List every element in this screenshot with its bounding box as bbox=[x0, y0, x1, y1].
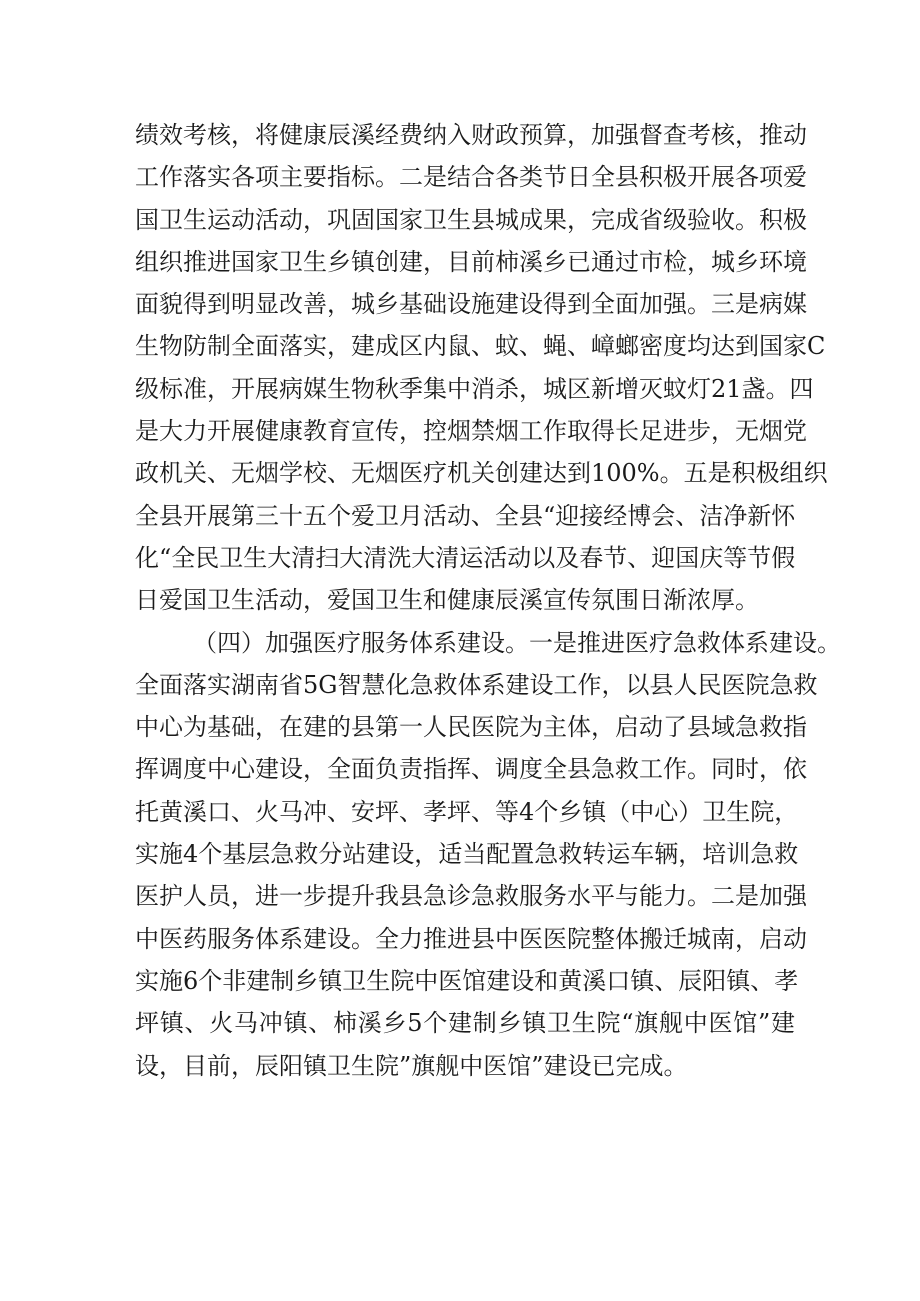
text-line: 挥调度中心建设，全面负责指挥、调度全县急救工作。同时，依 bbox=[135, 755, 807, 784]
text-line: 坪镇、火马冲镇、柿溪乡5个建制乡镇卫生院“旗舰中医馆”建 bbox=[135, 1009, 795, 1038]
text-line: 国卫生运动活动，巩固国家卫生县城成果，完成省级验收。积极 bbox=[135, 205, 807, 234]
text-line: 日爱国卫生活动，爱国卫生和健康辰溪宣传氛围日渐浓厚。 bbox=[135, 586, 759, 615]
text-line: 实施6个非建制乡镇卫生院中医馆建设和黄溪口镇、辰阳镇、孝 bbox=[135, 966, 799, 995]
document-body bbox=[135, 114, 841, 1087]
text-line: 中医药服务体系建设。全力推进县中医医院整体搬迁城南，启动 bbox=[135, 924, 807, 953]
text-line: 实施4个基层急救分站建设，适当配置急救转运车辆，培训急救 bbox=[135, 840, 799, 869]
text-line: 全面落实湖南省5G智慧化急救体系建设工作，以县人民医院急救 bbox=[135, 670, 818, 699]
text-line: 是大力开展健康教育宣传，控烟禁烟工作取得长足进步，无烟党 bbox=[135, 417, 807, 446]
text-line: 全县开展第三十五个爱卫月活动、全县“迎接经博会、洁净新怀 bbox=[135, 501, 796, 530]
text-line: 绩效考核，将健康辰溪经费纳入财政预算，加强督查考核，推动 bbox=[135, 121, 807, 149]
text-line: 组织推进国家卫生乡镇创建，目前柿溪乡已通过市检，城乡环境 bbox=[135, 247, 807, 276]
paragraph-medical-service-system bbox=[135, 622, 841, 1087]
section-heading-line: （四）加强医疗服务体系建设。一是推进医疗急救体系建设。 bbox=[193, 628, 841, 657]
paragraph-patriotic-health bbox=[135, 114, 828, 622]
text-line: 托黄溪口、火马冲、安坪、孝坪、等4个乡镇（中心）卫生院， bbox=[135, 797, 799, 826]
text-line: 政机关、无烟学校、无烟医疗机关创建达到100%。五是积极组织 bbox=[135, 459, 828, 488]
text-line: 面貌得到明显改善，城乡基础设施建设得到全面加强。三是病媒 bbox=[135, 290, 807, 319]
text-line: 生物防制全面落实，建成区内鼠、蚊、蝇、嶂螂密度均达到国家C bbox=[135, 332, 826, 361]
text-line: 工作落实各项主要指标。二是结合各类节日全县积极开展各项爱 bbox=[135, 163, 807, 192]
text-line: 医护人员，进一步提升我县急诊急救服务水平与能力。二是加强 bbox=[135, 882, 807, 911]
text-line: 设，目前，辰阳镇卫生院”旗舰中医馆”建设已完成。 bbox=[135, 1051, 688, 1080]
text-line: 中心为基础，在建的县第一人民医院为主体，启动了县域急救指 bbox=[135, 713, 807, 742]
text-line: 化“全民卫生大清扫大清洗大清运活动以及春节、迎国庆等节假 bbox=[135, 543, 796, 572]
text-line: 级标准，开展病媒生物秋季集中消杀，城区新增灭蚊灯21盏。四 bbox=[135, 374, 814, 403]
